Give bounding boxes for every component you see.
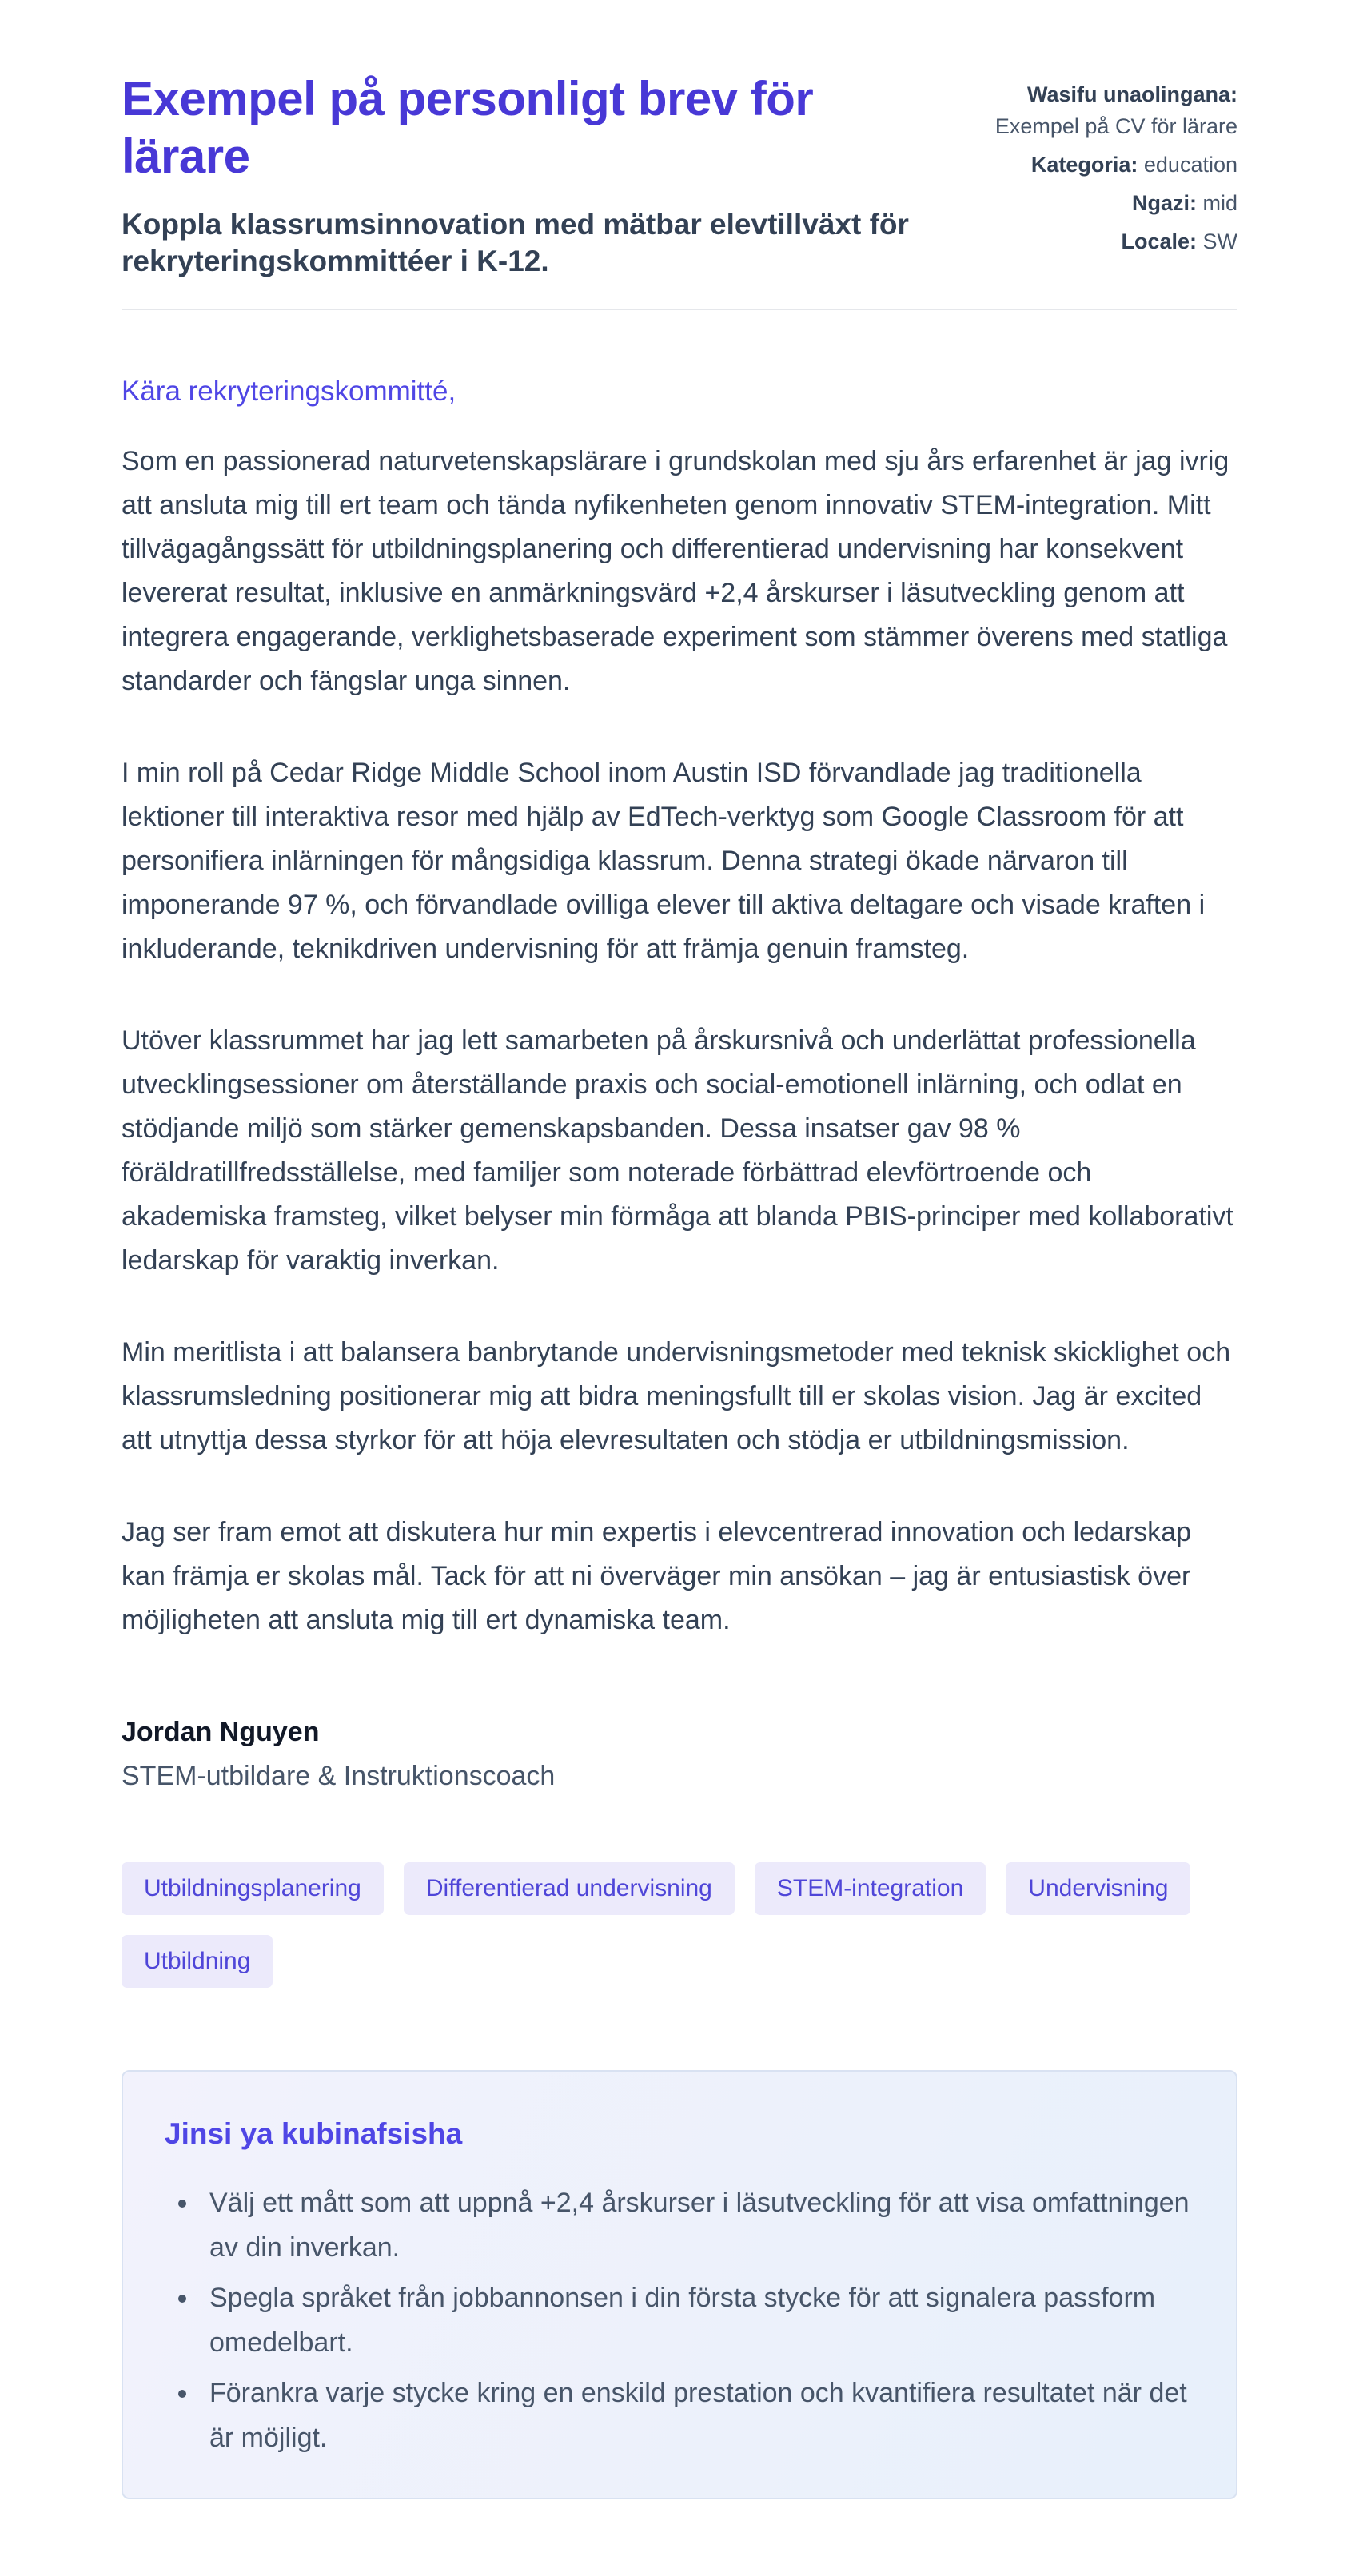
tips-heading: Jinsi ya kubinafsisha (165, 2117, 463, 2150)
tag-chip-undervisning[interactable]: Undervisning (1006, 1862, 1190, 1915)
meta-row-category (958, 149, 1237, 181)
tag-chip-differentierad-undervisning[interactable]: Differentierad undervisning (404, 1862, 735, 1915)
signature-role: STEM-utbildare & Instruktionscoach (122, 1761, 556, 1791)
tip-item-3: • Förankra varje stycke kring en enskild prestation och kvantifiera resultatet när det är möjligt. (200, 2371, 1194, 2460)
page (122, 0, 1237, 2499)
tag-list (122, 1862, 1237, 1988)
meta-row-locale (958, 225, 1237, 257)
page-title: Exempel på personligt brev för lärare (122, 72, 814, 183)
page-subtitle: Koppla klassrumsinnovation med mätbar elevtillväxt för rekryteringskommittéer i K-12. (122, 208, 909, 277)
meta-label: Wasifu unaolingana: (1027, 82, 1237, 106)
page-header (122, 70, 1237, 310)
meta-value: SW (1202, 229, 1237, 253)
meta-panel (958, 70, 1237, 264)
tag-chip-utbildning[interactable]: Utbildning (122, 1935, 273, 1988)
meta-row-matching-resume (958, 78, 1237, 142)
tip-item-1: • Välj ett mått som att uppnå +2,4 årskurser i läsutveckling för att visa omfattningen av din inverkan. (200, 2180, 1194, 2270)
meta-value: Exempel på CV för lärare (994, 114, 1237, 138)
meta-value: education (1143, 153, 1237, 177)
letter-paragraph-1: Som en passionerad naturvetenskapslärare i grundskolan med sju års erfarenhet är jag ivrig att ansluta mig till ert team och tända nyfikenheten genom innovativ STEM-integration. Mitt tillvägagångssätt för utbildningsplanering och differentierad undervisning har konsekvent levererat resultat, inklusive en anmärkningsvärd +2,4 årskurser i läsutveckling genom att integrera engagerande, verklighetsbaserade experiment som stämmer överens med statliga standarder och fängslar unga sinnen. (122, 446, 1229, 696)
meta-row-level (958, 187, 1237, 219)
tips-list (165, 2180, 1194, 2460)
letter-greeting: Kära rekryteringskommitté, (122, 376, 456, 407)
meta-label: Locale: (1121, 229, 1197, 253)
meta-label: Ngazi: (1131, 191, 1197, 215)
letter-paragraph-5: Jag ser fram emot att diskutera hur min expertis i elevcentrerad innovation och ledarskap kan främja er skolas mål. Tack för att ni överväger min ansökan – jag är entusiastisk över möjligheten att ansluta mig till ert dynamiska team. (122, 1517, 1191, 1635)
title-block (122, 70, 926, 280)
tips-box (122, 2070, 1237, 2499)
tag-chip-stem-integration[interactable]: STEM-integration (755, 1862, 986, 1915)
meta-value: mid (1202, 191, 1237, 215)
meta-label: Kategoria: (1030, 153, 1138, 177)
letter-paragraph-4: Min meritlista i att balansera banbrytande undervisningsmetoder med teknisk skicklighet och klassrumsledning positionerar mig att bidra meningsfullt till er skolas vision. Jag är excited att utnyttja dessa styrkor för att höja elevresultaten och stödja er utbildningsmission. (122, 1337, 1231, 1455)
tip-item-2: • Spegla språket från jobbannonsen i din första stycke för att signalera passform omedelbart. (200, 2275, 1194, 2365)
tag-chip-utbildningsplanering[interactable]: Utbildningsplanering (122, 1862, 384, 1915)
signature-name: Jordan Nguyen (122, 1717, 320, 1747)
letter-paragraph-2: I min roll på Cedar Ridge Middle School inom Austin ISD förvandlade jag traditionella lektioner till interaktiva resor med hjälp av EdTech-verktyg som Google Classroom för att personifiera inlärningen för mångsidiga klassrum. Denna strategi ökade närvaron till imponerande 97 %, och förvandlade ovilliga elever till aktiva deltagare och visade kraften i inkluderande, teknikdriven undervisning för att främja genuin framsteg. (122, 758, 1206, 964)
letter-paragraph-3: Utöver klassrummet har jag lett samarbeten på årskursnivå och underlättat professionella utvecklingsessioner om återställande praxis och social-emotionell inlärning, och odlat en stödjande miljö som stärker gemenskapsbanden. Dessa insatser gav 98 % föräldratillfredsställelse, med familjer som noterade förbättrad elevförtroende och akademiska framsteg, vilket belyser min förmåga att blanda PBIS-principer med kollaborativt ledarskap för varaktig inverkan. (122, 1025, 1233, 1276)
letter-body (122, 369, 1237, 1798)
